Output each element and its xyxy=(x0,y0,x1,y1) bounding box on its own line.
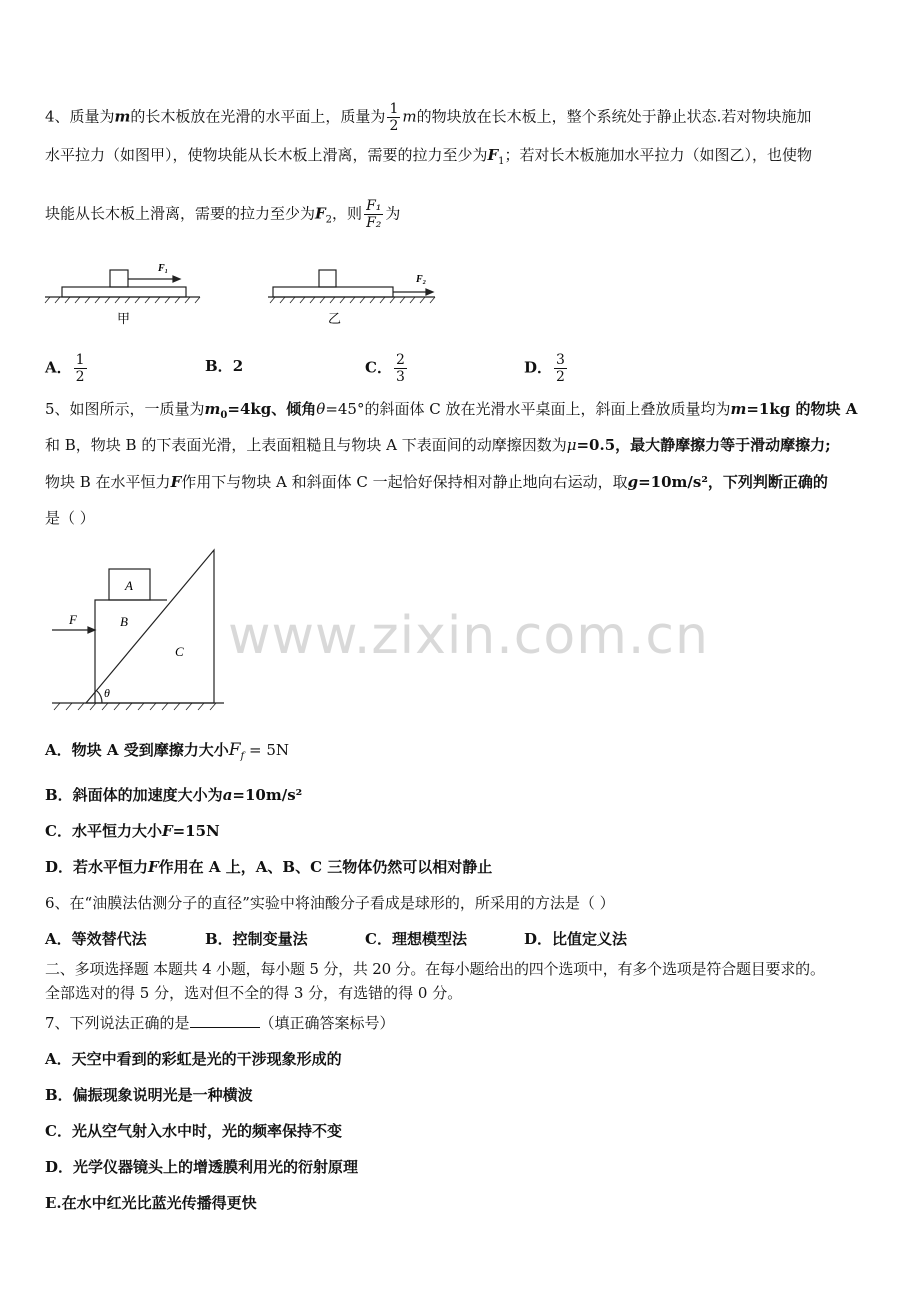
q4-line3: 块能从长木板上滑离，需要的拉力至少为$F_2$，则 $\frac{\text{F₁}}{\text{F₂}}$ 为 xyxy=(45,198,401,231)
watermark: www.zixin.com.cn xyxy=(228,606,709,666)
q5-option-c[interactable]: C．水平恒力大小F=15N xyxy=(45,822,220,840)
q5-line4: 是（ ） xyxy=(45,509,95,527)
q6-stem: 6、在“油膜法估测分子的直径”实验中将油酸分子看成是球形的，所采用的方法是（ ） xyxy=(45,894,615,912)
q4-line1: 4、质量为m的长木板放在光滑的水平面上，质量为 $\frac{1}{2}$ m的物块放在长木板上，整个系统处于静止状态.若对物块施加 xyxy=(45,101,812,134)
section2-header-line2: 全部选对的得 5 分，选对但不全的得 3 分，有选错的得 0 分。 xyxy=(45,984,463,1002)
q4-option-c[interactable]: C． $\frac{2}{3}$ xyxy=(365,352,405,385)
q6-option-a[interactable]: A．等效替代法 xyxy=(45,930,147,948)
fig-f1-label: F₁ xyxy=(158,263,169,274)
svg-text:C: C xyxy=(175,644,184,659)
figure-yi xyxy=(268,270,435,303)
q5-option-b[interactable]: B．斜面体的加速度大小为a=10m/s² xyxy=(45,786,303,804)
q7-option-c[interactable]: C．光从空气射入水中时，光的频率保持不变 xyxy=(45,1122,342,1140)
q5-line1: 5、如图所示，一质量为$m_0=4kg$、倾角θ=45°的斜面体 C 放在光滑水平桌面上，斜面上叠放质量均为m=1kg 的物块 A xyxy=(45,400,858,421)
q7-option-a[interactable]: A．天空中看到的彩虹是光的干涉现象形成的 xyxy=(45,1050,342,1068)
q4-line2: 水平拉力（如图甲），使物块能从长木板上滑离，需要的拉力至少为$F_1$；若对长木板施加水平拉力（如图乙），也使物 xyxy=(45,146,813,167)
answer-blank[interactable] xyxy=(190,1013,260,1028)
q6-option-b[interactable]: B．控制变量法 xyxy=(205,930,308,948)
q4-option-a[interactable]: A． $\frac{1}{2}$ xyxy=(45,352,85,385)
q5-figure xyxy=(44,545,234,717)
q5-line2: 和 B，物块 B 的下表面光滑，上表面粗糙且与物块 A 下表面间的动摩擦因数为μ=0.5，最大静摩擦力等于滑动摩擦力; xyxy=(45,436,831,454)
svg-text:B: B xyxy=(120,614,128,629)
figure-jia xyxy=(45,270,200,303)
ratio-fraction: $\frac{\text{F₁}}{\text{F₂}}$ xyxy=(366,198,382,231)
q5-option-a[interactable]: A．物块 A 受到摩擦力大小$F_f = 5N$ xyxy=(45,740,290,762)
q5-option-d[interactable]: D．若水平恒力F作用在 A 上，A、B、C 三物体仍然可以相对静止 xyxy=(45,858,493,876)
q6-option-d[interactable]: D．比值定义法 xyxy=(524,930,628,948)
fig-yi-label: 乙 xyxy=(328,312,342,327)
q7-option-d[interactable]: D．光学仪器镜头上的增透膜利用光的衍射原理 xyxy=(45,1158,359,1176)
q5-line3: 物块 B 在水平恒力F作用下与物块 A 和斜面体 C 一起恰好保持相对静止地向右运动，取g=10m/s²，下列判断正确的 xyxy=(45,473,828,491)
fig-jia-label: 甲 xyxy=(117,312,131,327)
q7-option-e[interactable]: E.在水中红光比蓝光传播得更快 xyxy=(45,1194,257,1212)
svg-text:θ: θ xyxy=(104,686,110,700)
q4-figure xyxy=(40,255,480,330)
svg-text:A: A xyxy=(125,578,133,593)
q7-stem: 7、下列说法正确的是 （填正确答案标号） xyxy=(45,1014,395,1032)
svg-text:F: F xyxy=(69,612,77,627)
q7-option-b[interactable]: B．偏振现象说明光是一种横波 xyxy=(45,1086,253,1104)
q4-option-d[interactable]: D． $\frac{3}{2}$ xyxy=(524,352,565,385)
q6-option-c[interactable]: C．理想模型法 xyxy=(365,930,467,948)
section2-header-line1: 二、多项选择题 本题共 4 小题，每小题 5 分，共 20 分。在每小题给出的四个选项中，有多个选项是符合题目要求的。 xyxy=(45,960,825,978)
fig-f2-label: F₂ xyxy=(416,274,427,285)
q4-option-b[interactable]: B．2 xyxy=(205,357,244,375)
half-fraction: $\frac{1}{2}$ xyxy=(389,101,399,134)
